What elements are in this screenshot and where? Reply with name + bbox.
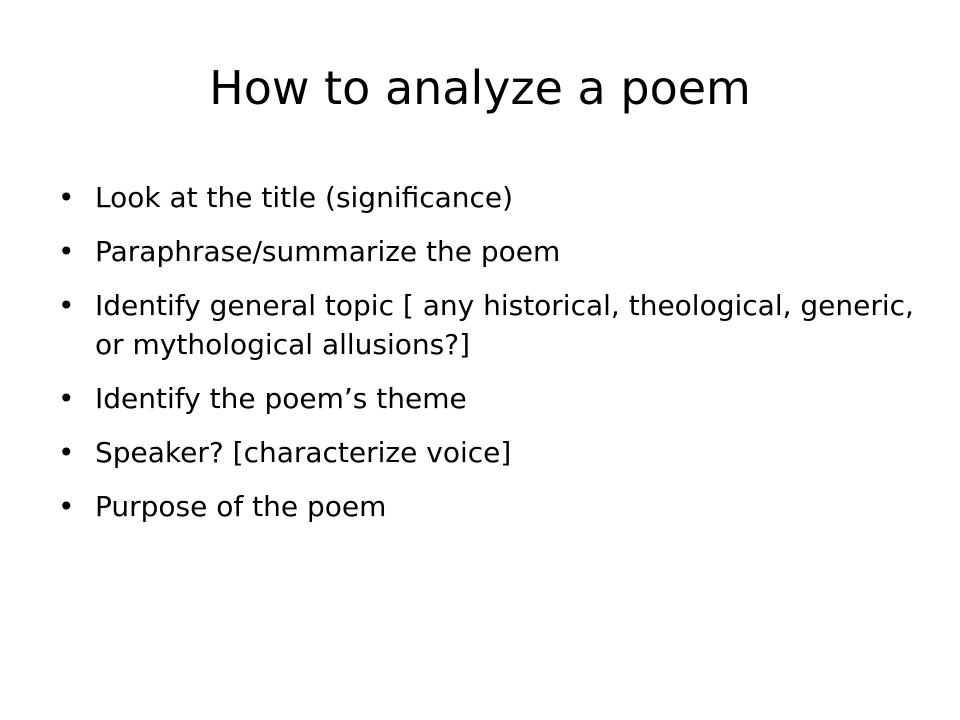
bullet-dot-icon: •	[58, 436, 75, 469]
bullet-item	[58, 379, 918, 418]
bullet-item	[58, 433, 918, 472]
bullet-item	[58, 178, 918, 217]
bullet-text: Purpose of the poem	[95, 490, 387, 523]
bullet-dot-icon: •	[58, 382, 75, 415]
bullet-dot-icon: •	[58, 289, 75, 322]
bullet-item	[58, 487, 918, 526]
bullet-dot-icon: •	[58, 490, 75, 523]
slide-title: How to analyze a poem	[209, 61, 751, 115]
bullet-text: Speaker? [characterize voice]	[95, 436, 512, 469]
bullet-text: Identify the poem’s theme	[95, 382, 467, 415]
bullet-list	[58, 178, 918, 541]
bullet-dot-icon: •	[58, 181, 75, 214]
bullet-item	[58, 286, 918, 364]
bullet-text: Paraphrase/summarize the poem	[95, 235, 561, 268]
bullet-dot-icon: •	[58, 235, 75, 268]
bullet-item	[58, 232, 918, 271]
bullet-text: Identify general topic [ any historical, theological, generic, or mythological allusions?]	[95, 289, 914, 361]
bullet-text: Look at the title (significance)	[95, 181, 514, 214]
